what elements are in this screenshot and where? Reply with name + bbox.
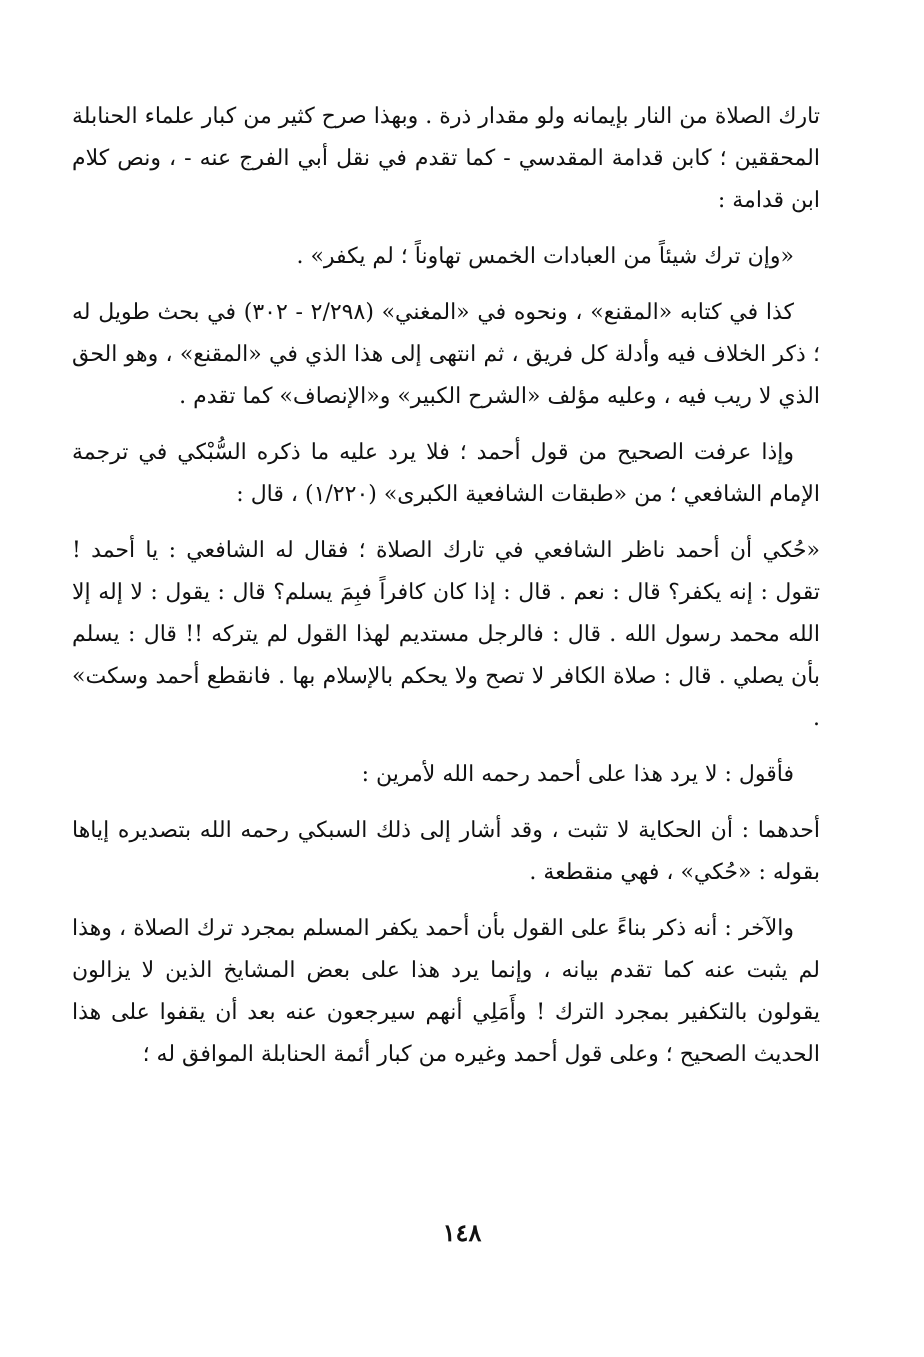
paragraph-second-reason: والآخر : أنه ذكر بناءً على القول بأن أحمد يكفر المسلم بمجرد ترك الصلاة ، وهذا لم يثبت عنه كما تقدم بيانه ، وإنما يرد هذا على بعض المشايخ الذين لا يزالون يقولون بالتكفير بمجرد الترك ! وأَمَلِي أنهم سيرجعون عنه بعد أن يقفوا على هذا الحديث الصحيح ؛ وعلى قول أحمد وغيره من كبار أئمة الحنابلة الموافق له ؛	[72, 916, 820, 1067]
page-number: ١٤٨	[442, 1218, 482, 1247]
page-body	[72, 96, 820, 1090]
paragraph-subki-intro: وإذا عرفت الصحيح من قول أحمد ؛ فلا يرد عليه ما ذكره السُّبْكي في ترجمة الإمام الشافعي ؛ من «طبقات الشافعية الكبرى» (١/٢٢٠) ، قال :	[72, 440, 820, 507]
paragraph-subki-quote: «حُكي أن أحمد ناظر الشافعي في تارك الصلاة ؛ فقال له الشافعي : يا أحمد ! تقول : إنه يكفر؟ قال : نعم . قال : إذا كان كافراً فبِمَ يسلم؟ قال : يقول : لا إله إلا الله محمد رسول الله . قال : فالرجل مستديم لهذا القول لم يتركه !! قال : يسلم بأن يصلي . قال : صلاة الكافر لا تصح ولا يحكم بالإسلام بها . فانقطع أحمد وسكت» .	[72, 538, 820, 731]
paragraph-first-reason: أحدهما : أن الحكاية لا تثبت ، وقد أشار إلى ذلك السبكي رحمه الله بتصديره إياها بقوله : «حُكي» ، فهي منقطعة .	[72, 818, 820, 885]
paragraph-two-reasons: فأقول : لا يرد هذا على أحمد رحمه الله لأمرين :	[361, 762, 794, 787]
paragraph-continuation: تارك الصلاة من النار بإيمانه ولو مقدار ذرة . وبهذا صرح كثير من كبار علماء الحنابلة المحققين ؛ كابن قدامة المقدسي - كما تقدم في نقل أبي الفرج عنه - ، ونص كلام ابن قدامة :	[72, 104, 820, 213]
paragraph-muqni-reference: كذا في كتابه «المقنع» ، ونحوه في «المغني» (٢/٢٩٨ - ٣٠٢) في بحث طويل له ؛ ذكر الخلاف فيه وأدلة كل فريق ، ثم انتهى إلى هذا الذي في «المقنع» ، وهو الحق الذي لا ريب فيه ، وعليه مؤلف «الشرح الكبير» و«الإنصاف» كما تقدم .	[72, 300, 821, 409]
paragraph-quote-ibn-qudama: «وإن ترك شيئاً من العبادات الخمس تهاوناً ؛ لم يكفر» .	[296, 244, 794, 269]
